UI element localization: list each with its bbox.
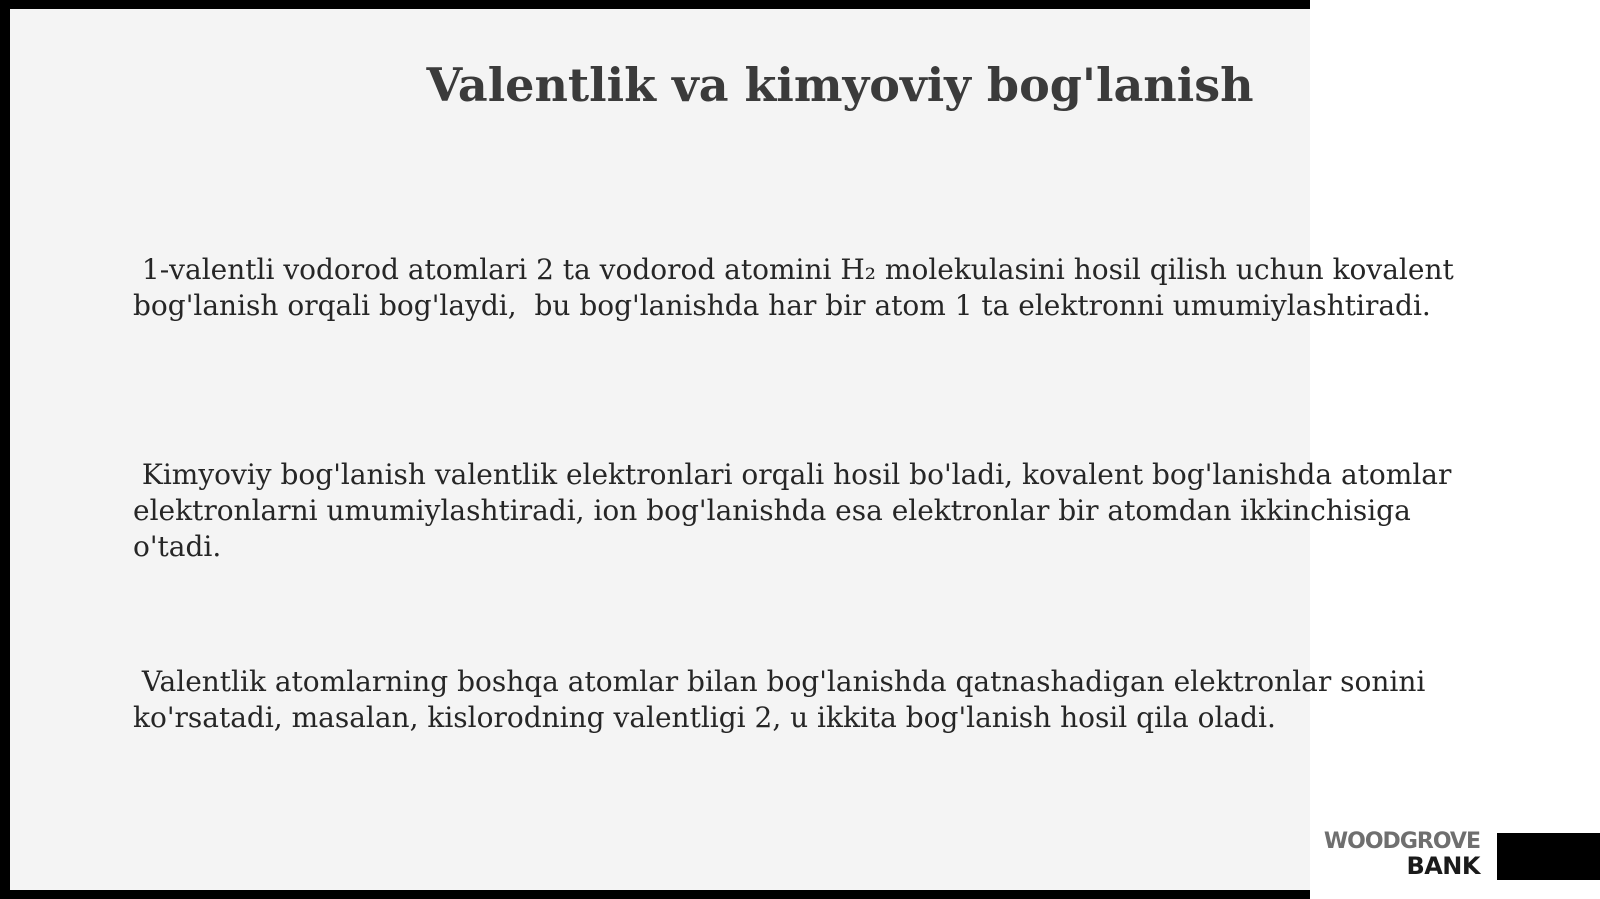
slide-title: Valentlik va kimyoviy bog'lanish <box>426 58 1254 112</box>
logo-black-block <box>1497 833 1600 880</box>
paragraph-chemical-bond: Kimyoviy bog'lanish valentlik elektronlari orqali hosil bo'ladi, kovalent bog'lanishda atomlar elektronlarni umumiylashtiradi, ion bog'lanishda esa elektronlar bir atomdan ikkinchisiga o'tadi. <box>133 458 1461 563</box>
paragraph-hydrogen-bond: 1-valentli vodorod atomlari 2 ta vodorod atomini H₂ molekulasini hosil qilish uchun kovalent bog'lanish orqali bog'laydi, bu bog'lanishda har bir atom 1 ta elektronni umumiylashtiradi. <box>133 253 1463 322</box>
woodgrove-bank-logo <box>1300 830 1480 878</box>
logo-text-woodgrove: WOODGROVE <box>1323 829 1480 854</box>
paragraph-valence: Valentlik atomlarning boshqa atomlar bilan bog'lanishda qatnashadigan elektronlar sonini ko'rsatadi, masalan, kislorodning valentligi 2, u ikkita bog'lanish hosil qila oladi. <box>133 665 1435 734</box>
logo-text-bank: BANK <box>1406 852 1480 880</box>
slide-panel <box>10 9 1310 890</box>
